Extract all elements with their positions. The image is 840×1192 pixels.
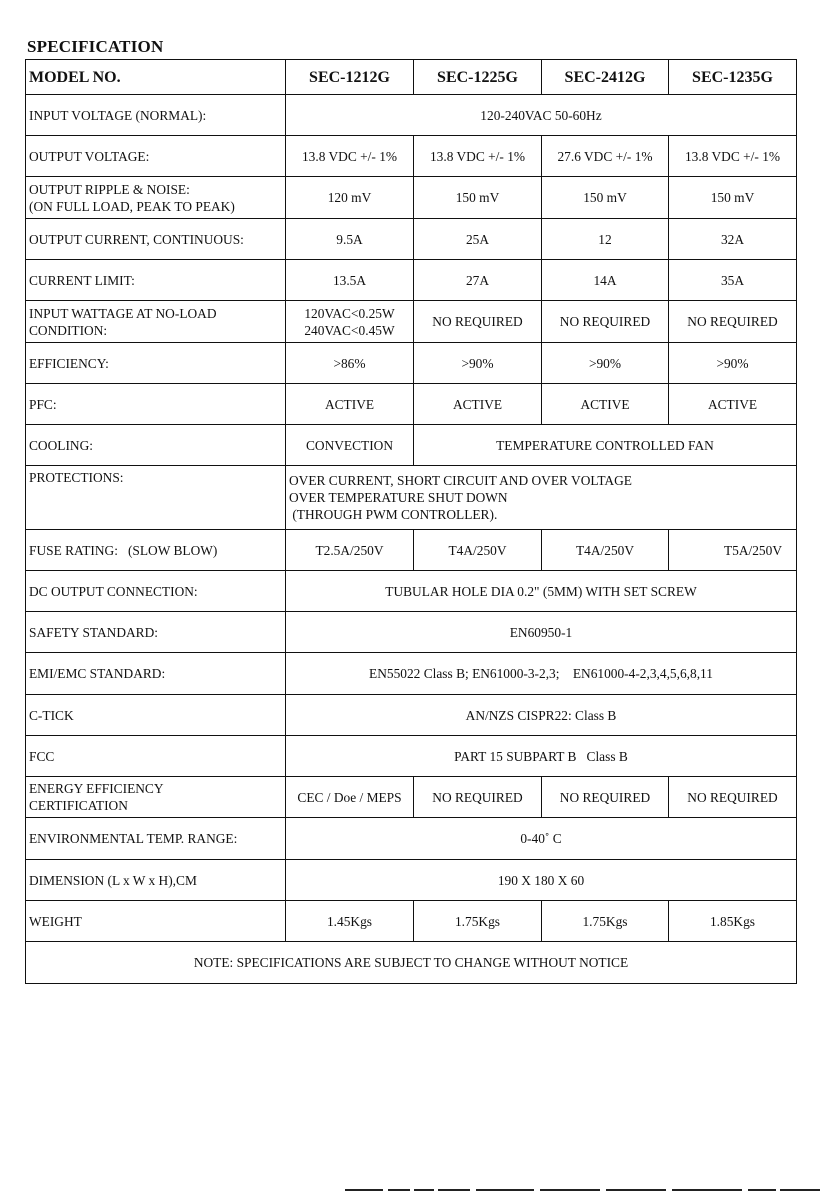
table-row xyxy=(26,425,797,466)
no-load-label-line2: CONDITION: xyxy=(29,322,108,338)
output-voltage-1225: 13.8 VDC +/- 1% xyxy=(414,136,542,177)
fuse-2412: T4A/250V xyxy=(542,530,669,571)
input-voltage-value: 120-240VAC 50-60Hz xyxy=(286,95,797,136)
fuse-1225: T4A/250V xyxy=(414,530,542,571)
no-load-1212-line2: 240VAC<0.45W xyxy=(304,322,395,338)
current-limit-label: CURRENT LIMIT: xyxy=(26,260,286,301)
energy-label-line2: CERTIFICATION xyxy=(29,798,128,813)
table-header-row xyxy=(26,60,797,95)
current-limit-1235: 35A xyxy=(669,260,797,301)
table-row xyxy=(26,942,797,984)
page-bottom-edge-marks xyxy=(0,1186,840,1192)
ripple-label xyxy=(26,177,286,219)
dimension-label: DIMENSION (L x W x H),CM xyxy=(26,860,286,901)
ripple-1235: 150 mV xyxy=(669,177,797,219)
ripple-label-line1: OUTPUT RIPPLE & NOISE: xyxy=(29,181,190,197)
table-row xyxy=(26,653,797,695)
table-row xyxy=(26,384,797,425)
current-1212: 9.5A xyxy=(286,219,414,260)
table-row xyxy=(26,612,797,653)
safety-value: EN60950-1 xyxy=(286,612,797,653)
pfc-2412: ACTIVE xyxy=(542,384,669,425)
cooling-label: COOLING: xyxy=(26,425,286,466)
fuse-1212: T2.5A/250V xyxy=(286,530,414,571)
model-header-1235: SEC-1235G xyxy=(669,60,797,95)
ripple-1212: 120 mV xyxy=(286,177,414,219)
table-row xyxy=(26,136,797,177)
output-voltage-1235: 13.8 VDC +/- 1% xyxy=(669,136,797,177)
cooling-others: TEMPERATURE CONTROLLED FAN xyxy=(414,425,797,466)
table-row xyxy=(26,260,797,301)
emi-value: EN55022 Class B; EN61000-3-2,3; EN61000-4-2,3,4,5,6,8,11 xyxy=(286,653,797,695)
table-row xyxy=(26,736,797,777)
fcc-value: PART 15 SUBPART B Class B xyxy=(286,736,797,777)
env-temp-label: ENVIRONMENTAL TEMP. RANGE: xyxy=(26,818,286,860)
model-no-header: MODEL NO. xyxy=(26,60,286,95)
protections-line1: OVER CURRENT, SHORT CIRCUIT AND OVER VOLTAGE xyxy=(289,473,632,488)
efficiency-1212: >86% xyxy=(286,343,414,384)
weight-2412: 1.75Kgs xyxy=(542,901,669,942)
fcc-label: FCC xyxy=(26,736,286,777)
weight-1225: 1.75Kgs xyxy=(414,901,542,942)
ripple-2412: 150 mV xyxy=(542,177,669,219)
table-row xyxy=(26,695,797,736)
weight-1212: 1.45Kgs xyxy=(286,901,414,942)
output-voltage-1212: 13.8 VDC +/- 1% xyxy=(286,136,414,177)
dimension-value: 190 X 180 X 60 xyxy=(286,860,797,901)
safety-label: SAFETY STANDARD: xyxy=(26,612,286,653)
efficiency-label: EFFICIENCY: xyxy=(26,343,286,384)
emi-label: EMI/EMC STANDARD: xyxy=(26,653,286,695)
fuse-1235: T5A/250V xyxy=(669,530,797,571)
note-text: NOTE: SPECIFICATIONS ARE SUBJECT TO CHANGE WITHOUT NOTICE xyxy=(26,942,797,984)
dc-output-value: TUBULAR HOLE DIA 0.2" (5MM) WITH SET SCREW xyxy=(286,571,797,612)
current-2412: 12 xyxy=(542,219,669,260)
energy-1212: CEC / Doe / MEPS xyxy=(286,777,414,818)
pfc-label: PFC: xyxy=(26,384,286,425)
ripple-1225: 150 mV xyxy=(414,177,542,219)
current-limit-1212: 13.5A xyxy=(286,260,414,301)
page-title: SPECIFICATION xyxy=(27,37,164,56)
output-voltage-2412: 27.6 VDC +/- 1% xyxy=(542,136,669,177)
specification-table xyxy=(25,59,797,984)
energy-1225: NO REQUIRED xyxy=(414,777,542,818)
table-row xyxy=(26,177,797,219)
table-row xyxy=(26,818,797,860)
ctick-value: AN/NZS CISPR22: Class B xyxy=(286,695,797,736)
energy-label xyxy=(26,777,286,818)
efficiency-1225: >90% xyxy=(414,343,542,384)
no-load-1235: NO REQUIRED xyxy=(669,301,797,343)
energy-2412: NO REQUIRED xyxy=(542,777,669,818)
model-header-1212: SEC-1212G xyxy=(286,60,414,95)
table-row xyxy=(26,301,797,343)
table-row xyxy=(26,571,797,612)
energy-1235: NO REQUIRED xyxy=(669,777,797,818)
no-load-label-line1: INPUT WATTAGE AT NO-LOAD xyxy=(29,305,217,321)
output-voltage-label: OUTPUT VOLTAGE: xyxy=(26,136,286,177)
protections-label: PROTECTIONS: xyxy=(26,466,286,530)
no-load-1212 xyxy=(286,301,414,343)
no-load-1212-line1: 120VAC<0.25W xyxy=(304,305,395,321)
dc-output-label: DC OUTPUT CONNECTION: xyxy=(26,571,286,612)
efficiency-2412: >90% xyxy=(542,343,669,384)
no-load-label xyxy=(26,301,286,343)
efficiency-1235: >90% xyxy=(669,343,797,384)
current-1225: 25A xyxy=(414,219,542,260)
current-limit-1225: 27A xyxy=(414,260,542,301)
table-row xyxy=(26,901,797,942)
table-row xyxy=(26,219,797,260)
table-row xyxy=(26,777,797,818)
model-header-2412: SEC-2412G xyxy=(542,60,669,95)
input-voltage-label: INPUT VOLTAGE (NORMAL): xyxy=(26,95,286,136)
model-header-1225: SEC-1225G xyxy=(414,60,542,95)
table-row xyxy=(26,95,797,136)
weight-1235: 1.85Kgs xyxy=(669,901,797,942)
pfc-1225: ACTIVE xyxy=(414,384,542,425)
current-label: OUTPUT CURRENT, CONTINUOUS: xyxy=(26,219,286,260)
current-limit-2412: 14A xyxy=(542,260,669,301)
table-row xyxy=(26,860,797,901)
protections-value xyxy=(286,466,797,530)
env-temp-value: 0-40˚ C xyxy=(286,818,797,860)
protections-line2: OVER TEMPERATURE SHUT DOWN xyxy=(289,490,508,505)
pfc-1212: ACTIVE xyxy=(286,384,414,425)
weight-label: WEIGHT xyxy=(26,901,286,942)
current-1235: 32A xyxy=(669,219,797,260)
ripple-label-line2: (ON FULL LOAD, PEAK TO PEAK) xyxy=(29,198,235,214)
ctick-label: C-TICK xyxy=(26,695,286,736)
table-row xyxy=(26,466,797,530)
table-row xyxy=(26,343,797,384)
fuse-label: FUSE RATING: (SLOW BLOW) xyxy=(26,530,286,571)
table-row xyxy=(26,530,797,571)
cooling-1212: CONVECTION xyxy=(286,425,414,466)
energy-label-line1: ENERGY EFFICIENCY xyxy=(29,781,164,796)
no-load-1225: NO REQUIRED xyxy=(414,301,542,343)
pfc-1235: ACTIVE xyxy=(669,384,797,425)
protections-line3: (THROUGH PWM CONTROLLER). xyxy=(289,507,498,522)
no-load-2412: NO REQUIRED xyxy=(542,301,669,343)
